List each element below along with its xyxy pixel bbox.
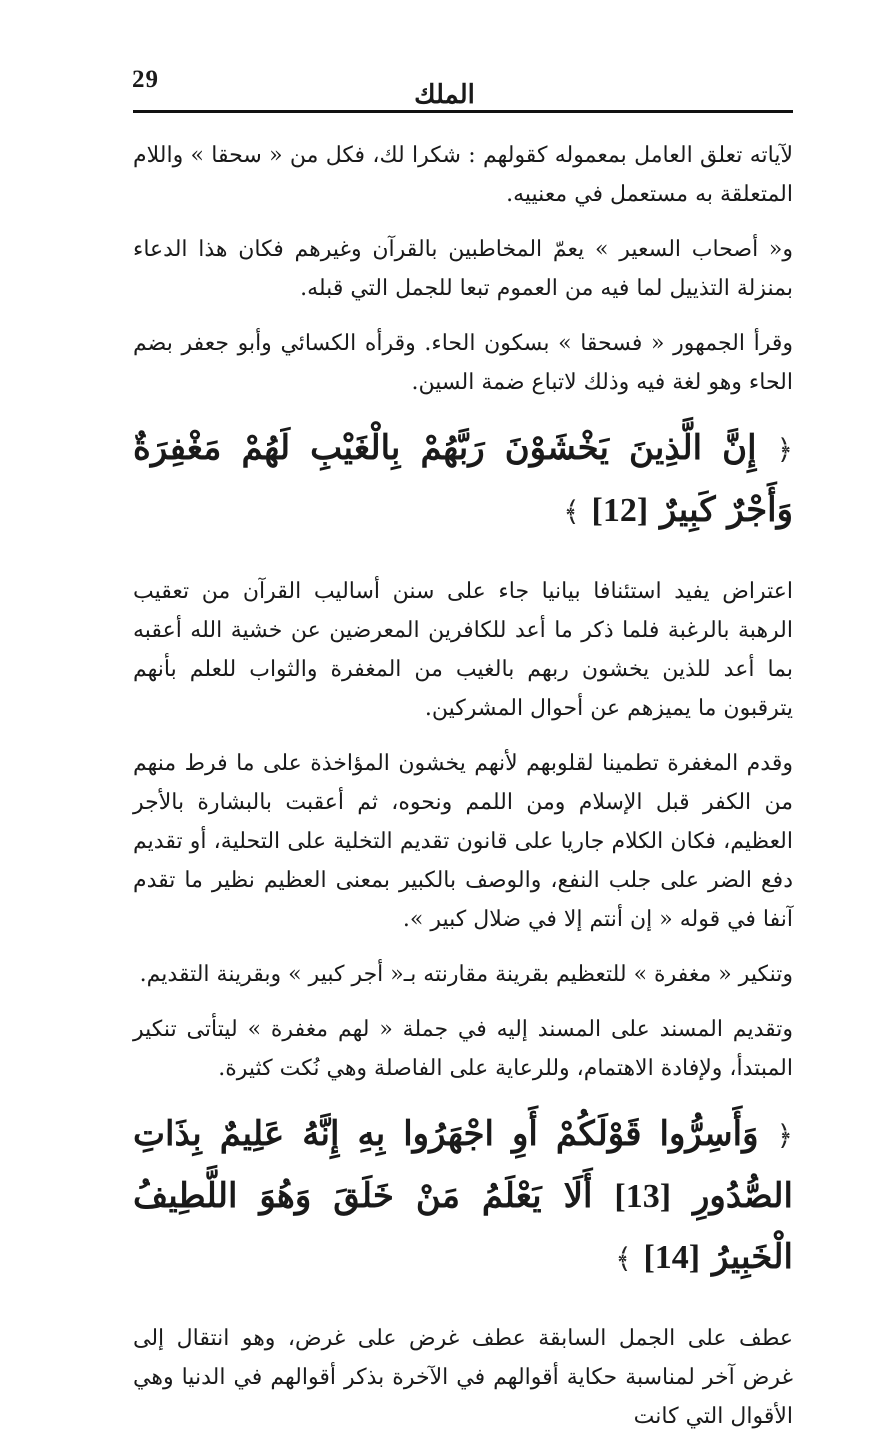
paragraph-8: عطف على الجمل السابقة عطف غرض على غرض، وهو انتقال إلى غرض آخر لمناسبة حكاية أقوالهم في الآخرة بذكر أقوالهم في الدنيا وهي الأقوال التي كانت <box>133 1326 793 1429</box>
verse-12-text: إِنَّ الَّذِينَ يَخْشَوْنَ رَبَّهُمْ بِالْغَيْبِ لَهُمْ مَغْفِرَةٌ وَأَجْرٌ كَبِيرٌ <box>133 428 793 530</box>
page-body <box>133 136 793 1436</box>
verse-open-bracket: ﴿ <box>776 1119 793 1152</box>
paragraph-6: وتنكير « مغفرة » للتعظيم بقرينة مقارنته بـ« أجر كبير » وبقرينة التقديم. <box>139 962 793 987</box>
quran-verse-12 <box>133 418 793 542</box>
paragraph-2: و« أصحاب السعير » يعمّ المخاطبين بالقرآن وغيرهم فكان هذا الدعاء بمنزلة التذييل لما فيه من العموم تبعا للجمل التي قبله. <box>133 237 793 301</box>
verse-12-number: [12] <box>591 492 649 529</box>
paragraph-3: وقرأ الجمهور « فسحقا » بسكون الحاء. وقرأه الكسائي وأبو جعفر بضم الحاء وهو لغة فيه وذلك لاتباع ضمة السين. <box>133 331 793 395</box>
header-rule <box>133 110 793 113</box>
verse-13-number: [13] <box>614 1178 672 1215</box>
paragraph-5: وقدم المغفرة تطمينا لقلوبهم لأنهم يخشون المؤاخذة على ما فرط منهم من الكفر قبل الإسلام ومن اللمم ونحوه، ثم أعقبت بالبشارة بالأجر العظيم، فكان الكلام جاريا على قانون تقديم التخلية على التحلية، أو تقديم دفع الضر على جلب النفع، والوصف بالكبير بمعنى العظيم نظير ما تقدم آنفا في قوله « إن أنتم إلا في ضلال كبير ». <box>133 751 793 932</box>
verse-14-number: [14] <box>643 1239 701 1276</box>
quran-verses-13-14 <box>133 1104 793 1289</box>
verse-close-bracket: ﴾ <box>563 495 580 528</box>
paragraph-7: وتقديم المسند على المسند إليه في جملة « لهم مغفرة » ليتأتى تنكير المبتدأ، ولإفادة الاهتمام، وللرعاية على الفاصلة وهي نُكت كثيرة. <box>133 1017 793 1081</box>
verse-14-text: أَلَا يَعْلَمُ مَنْ خَلَقَ وَهُوَ اللَّطِيفُ الْخَبِيرُ <box>133 1176 793 1277</box>
paragraph-4: اعتراض يفيد استئنافا بيانيا جاء على سنن أساليب القرآن من تعقيب الرهبة بالرغبة فلما ذكر ما أعد للكافرين المعرضين عن خشية الله أعقبه بما أعد للذين يخشون ربهم بالغيب من المغفرة والثواب للعلم بأنهم يترقبون ما يميزهم عن أحوال المشركين. <box>133 579 793 721</box>
paragraph-1: لآياته تعلق العامل بمعموله كقولهم : شكرا لك، فكل من « سحقا » واللام المتعلقة به مستعمل في معنييه. <box>133 143 793 207</box>
verse-13-text: وَأَسِرُّوا قَوْلَكُمْ أَوِ اجْهَرُوا بِهِ إِنَّهُ عَلِيمٌ بِذَاتِ الصُّدُورِ <box>133 1114 793 1216</box>
verse-open-bracket: ﴿ <box>776 433 793 466</box>
page-number: 29 <box>132 66 159 93</box>
verse-close-bracket: ﴾ <box>615 1242 632 1275</box>
running-title: الملك <box>414 80 475 110</box>
